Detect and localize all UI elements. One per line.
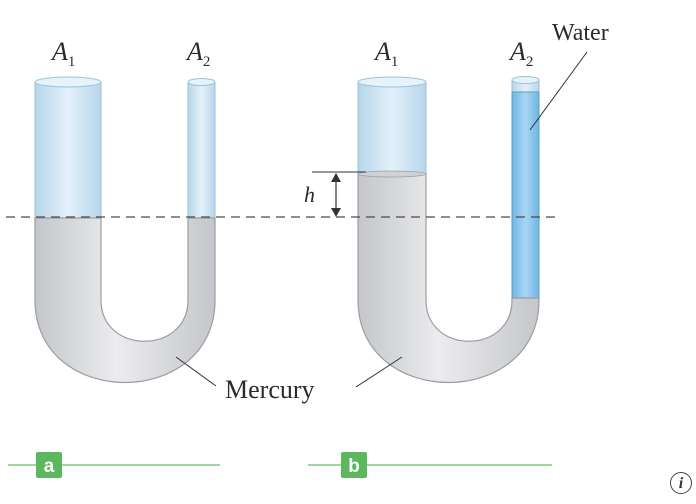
info-icon[interactable]: i	[670, 472, 692, 494]
panel-b-left-arm-rim	[358, 77, 426, 87]
panel-a-right-arm-rim	[188, 79, 215, 86]
panel-a-label-a2: $A_2$	[187, 37, 211, 70]
panel-b	[312, 77, 539, 383]
panel-b-badge-letter: b	[348, 456, 360, 477]
mercury-leader-line-a	[176, 357, 216, 386]
mercury-label: Mercury	[225, 375, 315, 404]
h-arrow-head-up	[331, 173, 341, 182]
panel-b-mercury-surface	[358, 171, 426, 177]
height-label-h: h	[304, 182, 315, 207]
panel-a-label-a1: $A_1$	[52, 37, 76, 70]
panel-a-left-arm-glass	[35, 82, 101, 218]
panel-a-badge-letter: a	[43, 456, 55, 477]
panel-a	[35, 77, 215, 383]
panel-b-label-a1: $A_1$	[375, 37, 399, 70]
panel-b-badge-group	[308, 452, 552, 478]
h-arrow-head-down	[331, 208, 341, 217]
panel-b-label-a2: $A_2$	[510, 37, 534, 70]
panel-a-right-arm-glass	[188, 82, 215, 218]
panel-b-left-arm-glass	[358, 82, 426, 174]
panel-a-left-arm-rim	[35, 77, 101, 87]
water-label: Water	[552, 20, 609, 46]
mercury-leader-line-b	[356, 357, 402, 387]
panel-b-right-arm-rim	[512, 77, 539, 84]
panel-a-mercury	[35, 218, 215, 383]
panel-a-badge-group	[8, 452, 220, 478]
